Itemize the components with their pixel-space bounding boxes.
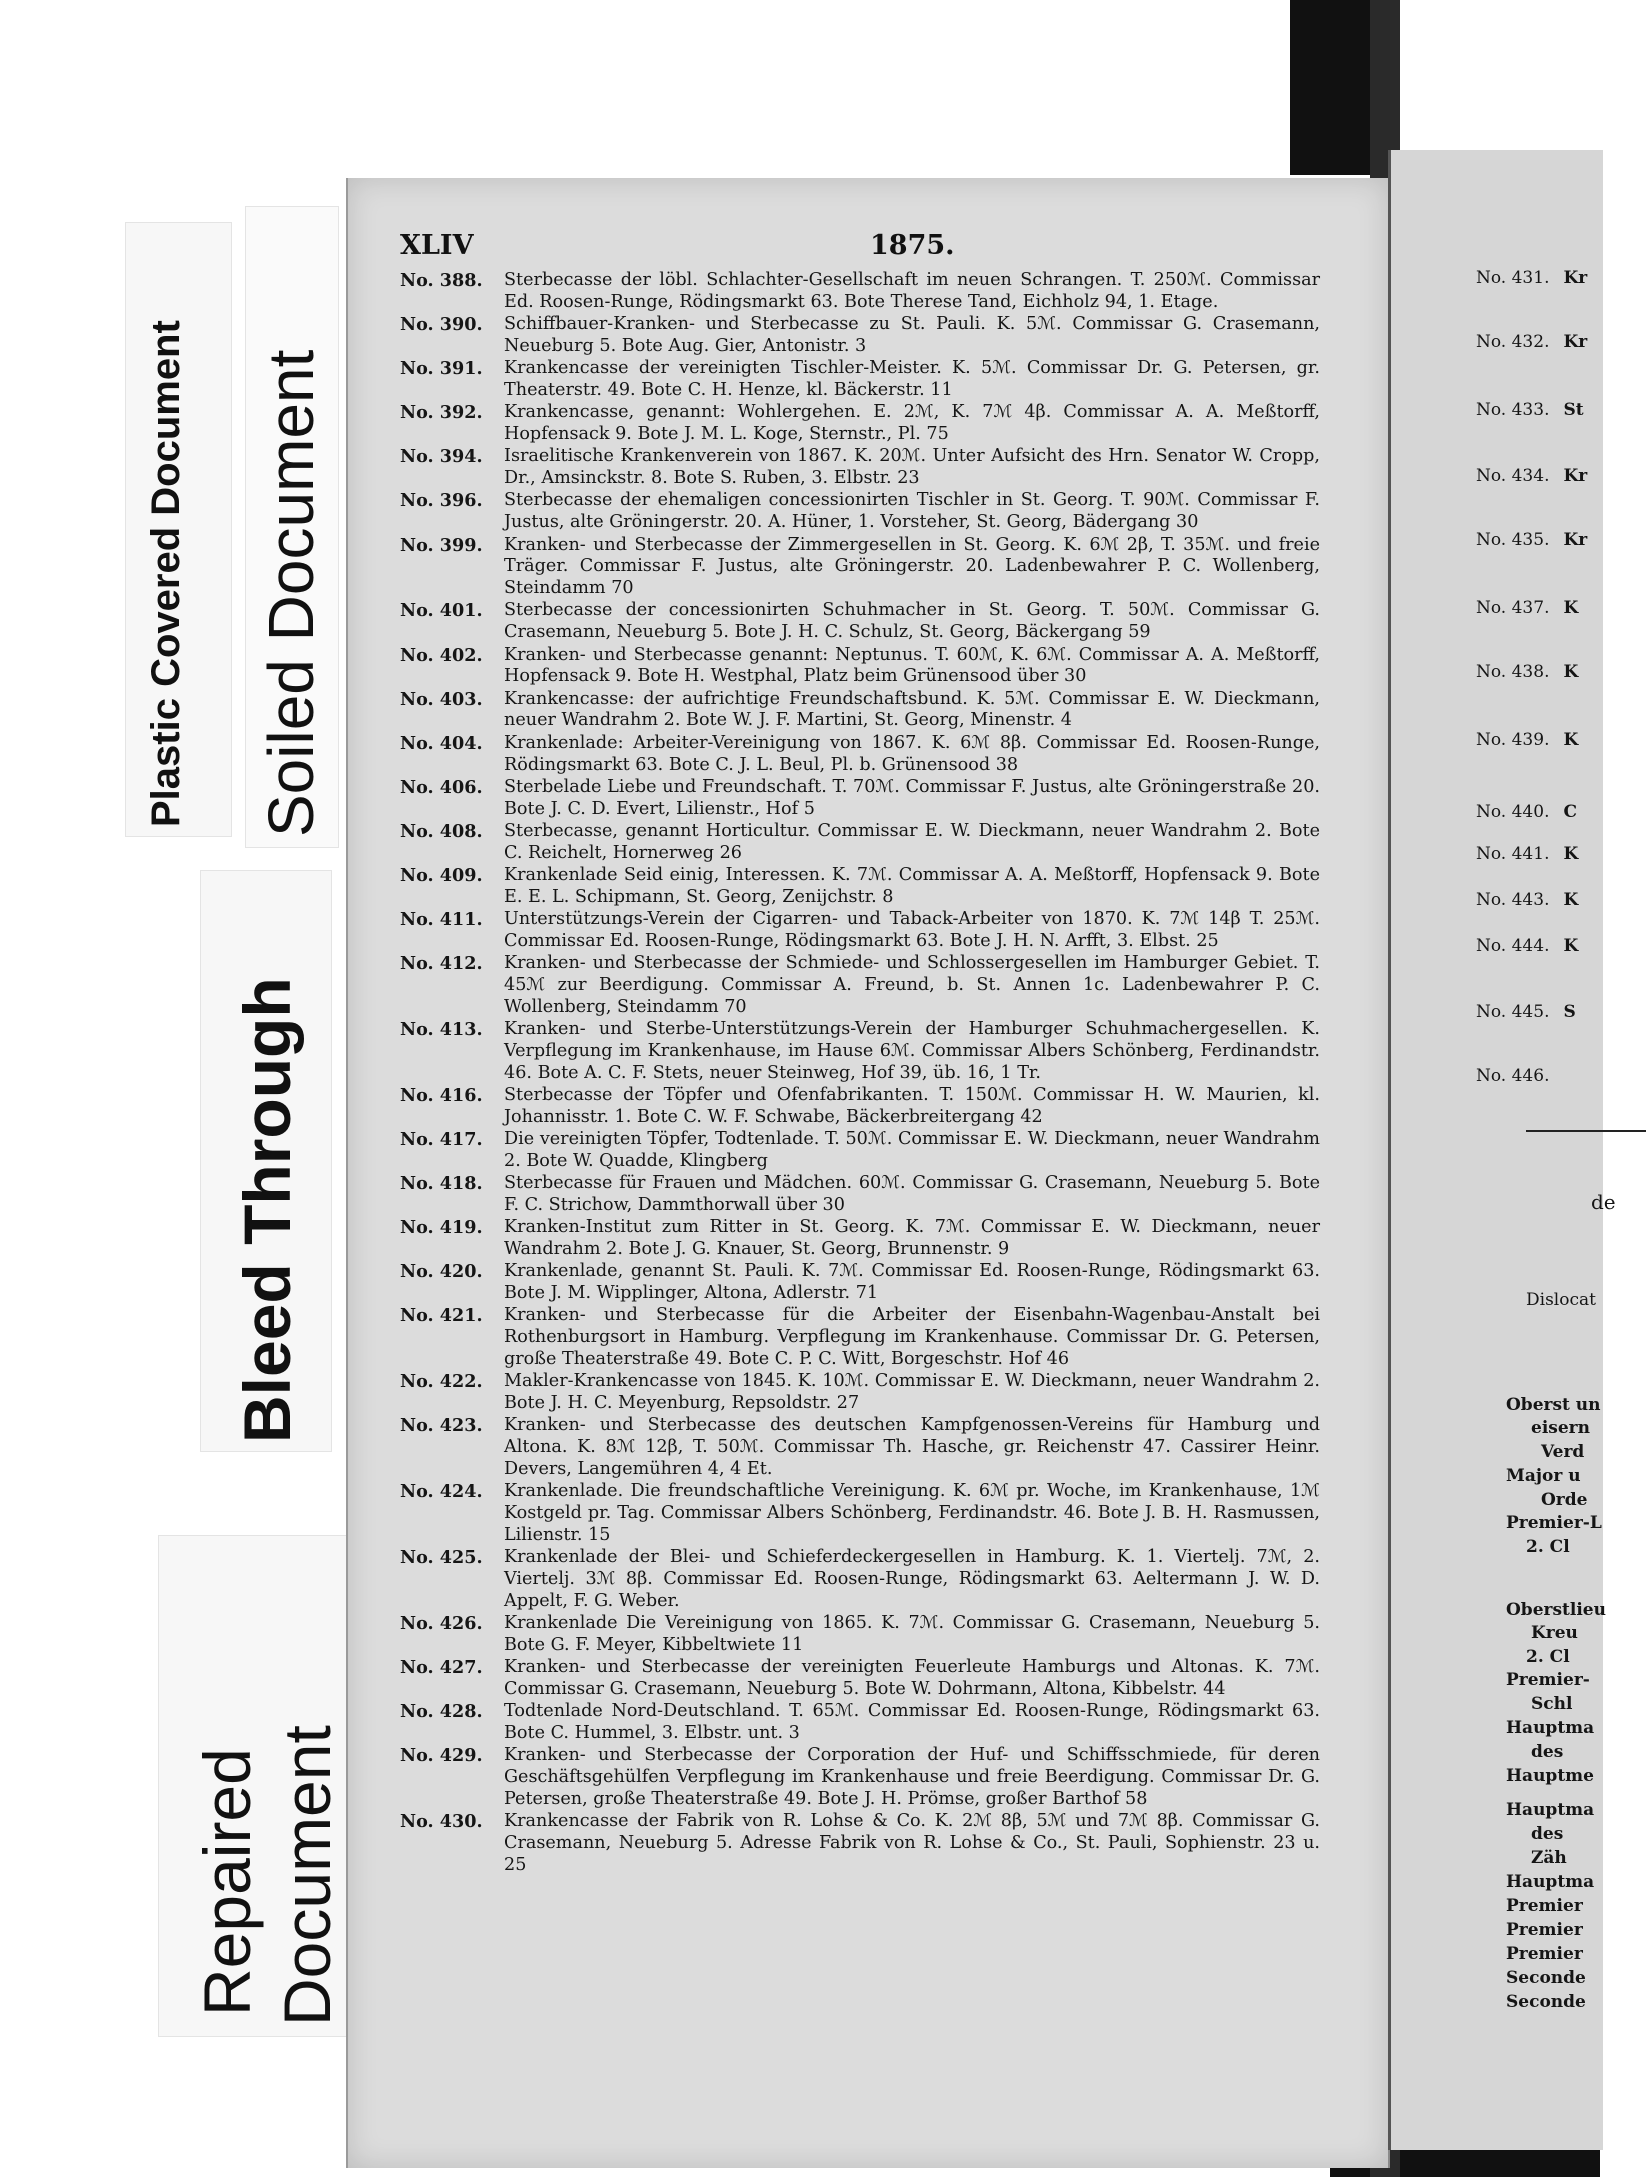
label-bleed-through: Bleed Through [230, 977, 304, 1443]
right-entry-fragment: K [1563, 890, 1579, 910]
entry-text: Sterbecasse der ehemaligen concessionirten Tischler in St. Georg. T. 90ℳ. Commissar F. Justus, alte Gröningerstr. 20. A. Hüner, 1. Vorsteher, St. Georg, Bädergang 30 [504, 490, 1320, 533]
register-entry [400, 865, 1320, 909]
entry-text: Krankenlade, genannt St. Pauli. K. 7ℳ. Commissar Ed. Roosen-Runge, Rödingsmarkt 63. Bote J. M. Wipplinger, Altona, Adlerstr. 71 [504, 1261, 1320, 1304]
right-entry-number [1476, 1002, 1576, 1022]
register-entry [400, 600, 1320, 644]
entry-number: No. 390. [400, 314, 483, 336]
right-table-line: Premier- [1506, 1670, 1590, 1690]
right-table-line: eisern [1531, 1418, 1590, 1438]
right-entry-no: No. 443. [1476, 890, 1550, 910]
register-entry [400, 1305, 1320, 1370]
entry-text: Sterbecasse der Töpfer und Ofenfabrikanten. T. 150ℳ. Commissar H. W. Maurien, kl. Johannisstr. 1. Bote C. W. F. Schwabe, Bäckerbreitergang 42 [504, 1084, 1320, 1127]
right-entry-no: No. 434. [1476, 466, 1550, 486]
entry-text: Krankenlade. Die freundschaftliche Vereinigung. K. 6ℳ pr. Woche, im Krankenhause, 1ℳ Kostgeld pr. Tag. Commissar Albers Schönberg, Ferdinandstr. 46. Bote J. B. H. Rasmussen, Lilienstr. 15 [504, 1481, 1320, 1545]
register-entry [400, 1481, 1320, 1546]
label-card-soiled [245, 206, 339, 848]
entry-list [400, 270, 1320, 1877]
right-subheading-fragment: Dislocat [1526, 1290, 1596, 1310]
right-table-line: Zäh [1531, 1848, 1567, 1868]
entry-number: No. 413. [400, 1019, 483, 1041]
register-entry [400, 1657, 1320, 1701]
right-entry-number [1476, 332, 1587, 352]
entry-text: Kranken- und Sterbe-Unterstützungs-Verein der Hamburger Schuhmachergesellen. K. Verpflegung im Krankenhause, im Hause 6ℳ. Commissar Albers Schönberg, Ferdinandstr. 46. Bote A. C. F. Stets, neuer Steinweg, Hof 39, üb. 16, 1 Tr. [504, 1019, 1320, 1083]
entry-text: Krankencasse der Fabrik von R. Lohse & Co. K. 2ℳ 8β, 5ℳ und 7ℳ 8β. Commissar G. Crasemann, Neueburg 5. Adresse Fabrik von R. Lohse & Co., St. Pauli, Sophienstr. 23 u. 25 [504, 1811, 1320, 1875]
right-table-line: des [1531, 1742, 1564, 1762]
register-entry [400, 1129, 1320, 1173]
entry-number: No. 411. [400, 909, 483, 931]
entry-text: Kranken- und Sterbecasse genannt: Neptunus. T. 60ℳ, K. 6ℳ. Commissar A. A. Meßtorff, Hopfensack 9. Bote H. Westphal, Platz beim Grünensood über 30 [504, 644, 1320, 687]
page-year: 1875. [870, 230, 955, 261]
right-entry-fragment: K [1563, 730, 1579, 750]
entry-text: Makler-Krankencasse von 1845. K. 10ℳ. Commissar E. W. Dieckmann, neuer Wandrahm 2. Bote J. H. C. Meyenburg, Repsoldstr. 27 [504, 1371, 1320, 1414]
entry-text: Krankencasse der vereinigten Tischler-Meister. K. 5ℳ. Commissar Dr. G. Petersen, gr. Theaterstr. 49. Bote C. H. Henze, kl. Bäckerstr. 11 [504, 358, 1320, 400]
register-entry [400, 1701, 1320, 1745]
entry-text: Kranken-Institut zum Ritter in St. Georg. K. 7ℳ. Commissar E. W. Dieckmann, neuer Wandrahm 2. Bote J. G. Knauer, St. Georg, Brunnenstr. 9 [504, 1217, 1320, 1260]
entry-number: No. 394. [400, 446, 483, 468]
register-entry [400, 1261, 1320, 1305]
entry-number: No. 404. [400, 732, 483, 754]
right-entry-number [1476, 268, 1587, 288]
right-entry-no: No. 439. [1476, 730, 1550, 750]
right-entry-number [1476, 400, 1584, 420]
page-number: XLIV [400, 230, 474, 261]
entry-number: No. 418. [400, 1173, 483, 1195]
right-entry-fragment: Kr [1563, 530, 1588, 550]
right-entry-number [1476, 844, 1578, 864]
right-table-line: Oberst un [1506, 1395, 1601, 1415]
entry-number: No. 424. [400, 1481, 483, 1503]
right-entry-no: No. 431. [1476, 268, 1550, 288]
register-entry [400, 645, 1320, 689]
entry-number: No. 425. [400, 1547, 483, 1569]
right-table-line: 2. Cl [1526, 1647, 1570, 1667]
right-entry-number [1476, 466, 1587, 486]
right-table-line: Seconde [1506, 1968, 1586, 1988]
entry-number: No. 399. [400, 534, 483, 556]
right-table-line: Kreu [1531, 1623, 1578, 1643]
entry-text: Kranken- und Sterbecasse der Zimmergesellen in St. Georg. K. 6ℳ 2β, T. 35ℳ. und freie Träger. Commissar F. Justus, alte Gröningerstr. 20. Ladenbewahrer P. C. Wollenberg, Steindamm 70 [504, 534, 1320, 599]
right-table-line: Oberstlieu [1506, 1600, 1606, 1620]
register-entry [400, 314, 1320, 358]
right-entry-fragment: K [1563, 936, 1579, 956]
register-entry [400, 821, 1320, 865]
right-entry-number [1476, 530, 1587, 550]
entry-number: No. 388. [400, 270, 483, 291]
right-entry-no: No. 432. [1476, 332, 1550, 352]
book-page [346, 178, 1390, 2168]
right-entry-no: No. 438. [1476, 662, 1550, 682]
entry-text: Krankenlade Seid einig, Interessen. K. 7ℳ. Commissar A. A. Meßtorff, Hopfensack 9. Bote E. E. L. Schipmann, St. Georg, Zenijchstr. 8 [504, 865, 1320, 907]
label-card-bleed [200, 870, 332, 1452]
register-entry [400, 446, 1320, 490]
right-entry-no: No. 433. [1476, 400, 1550, 420]
entry-number: No. 429. [400, 1745, 483, 1767]
entry-number: No. 419. [400, 1217, 483, 1239]
right-table-line: Premier [1506, 1944, 1583, 1964]
right-entry-number [1476, 936, 1578, 956]
register-entry [400, 953, 1320, 1018]
right-entry-fragment: K [1563, 844, 1579, 864]
right-table-line: Premier [1506, 1920, 1583, 1940]
right-table-line: Schl [1531, 1694, 1573, 1714]
right-entry-fragment: K [1563, 662, 1579, 682]
entry-number: No. 408. [400, 820, 483, 842]
right-entry-number [1476, 1066, 1563, 1086]
right-entry-fragment: Kr [1563, 268, 1588, 288]
right-table-line: Verd [1541, 1442, 1585, 1462]
entry-text: Schiffbauer-Kranken- und Sterbecasse zu St. Pauli. K. 5ℳ. Commissar G. Crasemann, Neueburg 5. Bote Aug. Gier, Antonistr. 3 [504, 314, 1320, 356]
register-entry [400, 909, 1320, 953]
entry-text: Sterbecasse der löbl. Schlachter-Gesellschaft im neuen Schrangen. T. 250ℳ. Commissar Ed. Roosen-Runge, Rödingsmarkt 63. Bote Therese Tand, Eichholz 94, 1. Etage. [504, 270, 1320, 312]
register-entry [400, 1811, 1320, 1876]
right-entry-fragment: K [1563, 598, 1579, 618]
right-entry-fragment: S [1563, 1002, 1576, 1022]
entry-text: Todtenlade Nord-Deutschland. T. 65ℳ. Commissar Ed. Roosen-Runge, Rödingsmarkt 63. Bote C. Hummel, 3. Elbstr. unt. 3 [504, 1701, 1320, 1744]
entry-text: Krankenlade der Blei- und Schieferdeckergesellen in Hamburg. K. 1. Viertelj. 7ℳ, 2. Viertelj. 3ℳ 8β. Commissar Ed. Roosen-Runge, Rödingsmarkt 63. Aeltermann J. W. D. Appelt, F. G. Weber. [504, 1547, 1320, 1611]
entry-number: No. 409. [400, 865, 483, 887]
right-table-line: 2. Cl [1526, 1537, 1570, 1557]
entry-number: No. 391. [400, 358, 483, 380]
register-entry [400, 1613, 1320, 1657]
register-entry [400, 535, 1320, 600]
label-soiled: Soiled Document [255, 349, 327, 837]
register-entry [400, 1371, 1320, 1415]
right-entry-no: No. 445. [1476, 1002, 1550, 1022]
label-document: Document [270, 1725, 344, 2026]
right-entry-no: No. 446. [1476, 1066, 1550, 1086]
entry-text: Kranken- und Sterbecasse für die Arbeiter der Eisenbahn-Wagenbau-Anstalt bei Rothenburgsort in Hamburg. Verpflegung im Krankenhause. Commissar Dr. G. Petersen, große Theaterstraße 49. Bote C. P. C. Witt, Borgeschstr. Hof 46 [504, 1305, 1320, 1370]
entry-number: No. 406. [400, 776, 483, 798]
register-entry [400, 1547, 1320, 1612]
entry-number: No. 403. [400, 688, 483, 710]
entry-number: No. 428. [400, 1701, 483, 1723]
right-entry-fragment: Kr [1563, 332, 1588, 352]
entry-number: No. 392. [400, 402, 483, 424]
right-entry-no: No. 444. [1476, 936, 1550, 956]
right-table-line: Hauptma [1506, 1718, 1595, 1738]
right-entry-no: No. 440. [1476, 802, 1550, 822]
register-entry [400, 689, 1320, 733]
entry-text: Die vereinigten Töpfer, Todtenlade. T. 50ℳ. Commissar E. W. Dieckmann, neuer Wandrahm 2. Bote W. Quadde, Klingberg [504, 1129, 1320, 1171]
right-table-line: Seconde [1506, 1992, 1586, 2012]
entry-text: Unterstützungs-Verein der Cigarren- und Taback-Arbeiter von 1870. K. 7ℳ 14β T. 25ℳ. Commissar Ed. Roosen-Runge, Rödingsmarkt 63. Bote J. H. N. Arfft, 3. Elbst. 25 [504, 909, 1320, 951]
entry-text: Kranken- und Sterbecasse der Schmiede- und Schlossergesellen im Hamburger Gebiet. T. 45ℳ zur Beerdigung. Commissar A. Freund, b. St. Annen 1c. Ladenbewahrer P. C. Wollenberg, Steindamm 70 [504, 953, 1320, 1017]
right-entry-number [1476, 662, 1578, 682]
register-entry [400, 358, 1320, 402]
entry-number: No. 396. [400, 490, 483, 512]
entry-text: Israelitische Krankenverein von 1867. K. 20ℳ. Unter Aufsicht des Hrn. Senator W. Cropp, Dr., Amsinckstr. 8. Bote S. Ruben, 3. Elbstr. 23 [504, 446, 1320, 489]
entry-number: No. 401. [400, 600, 483, 622]
entry-text: Krankencasse, genannt: Wohlergehen. E. 2ℳ, K. 7ℳ 4β. Commissar A. A. Meßtorff, Hopfensack 9. Bote J. M. L. Koge, Sternstr., Pl. 75 [504, 402, 1320, 445]
entry-number: No. 421. [400, 1305, 483, 1327]
right-table-line: Major u [1506, 1466, 1581, 1486]
right-table-line: des [1531, 1824, 1564, 1844]
label-card-repaired [158, 1535, 360, 2037]
entry-number: No. 430. [400, 1811, 483, 1833]
register-entry [400, 1173, 1320, 1217]
label-card-plastic [125, 222, 232, 837]
right-entry-number [1476, 890, 1578, 910]
right-entry-no: No. 441. [1476, 844, 1550, 864]
right-entry-number [1476, 802, 1577, 822]
right-entry-fragment: St [1563, 400, 1584, 420]
entry-number: No. 420. [400, 1261, 483, 1283]
entry-text: Kranken- und Sterbecasse der vereinigten Feuerleute Hamburgs und Altonas. K. 7ℳ. Commissar G. Crasemann, Neueburg 5. Bote W. Dohrmann, Altona, Kibbelstr. 44 [504, 1657, 1320, 1699]
section-rule [1526, 1130, 1646, 1132]
register-entry [400, 490, 1320, 534]
entry-number: No. 426. [400, 1613, 483, 1635]
right-table-line: Hauptme [1506, 1766, 1594, 1786]
entry-number: No. 402. [400, 644, 483, 666]
label-repaired: Repaired [190, 1748, 264, 2016]
register-entry [400, 1415, 1320, 1480]
page-header [400, 230, 1300, 260]
right-table-line: Hauptma [1506, 1872, 1595, 1892]
right-entry-no: No. 435. [1476, 530, 1550, 550]
right-entry-no: No. 437. [1476, 598, 1550, 618]
entry-text: Sterbecasse, genannt Horticultur. Commissar E. W. Dieckmann, neuer Wandrahm 2. Bote C. Reichelt, Hornerweg 26 [504, 820, 1320, 863]
right-entry-number [1476, 730, 1578, 750]
label-plastic-covered: Plastic Covered Document [144, 320, 188, 827]
right-heading-fragment: de [1591, 1190, 1616, 1214]
entry-number: No. 416. [400, 1084, 483, 1106]
right-entry-fragment: C [1563, 802, 1578, 822]
right-entry-fragment: Kr [1563, 466, 1588, 486]
right-page-fragment [1388, 150, 1616, 2150]
entry-text: Kranken- und Sterbecasse der Corporation der Huf- und Schiffsschmiede, für deren Geschäftsgehülfen Verpflegung im Krankenhause und freie Beerdigung. Commissar Dr. G. Petersen, große Theaterstraße 49. Bote J. H. Prömse, großer Barthof 58 [504, 1745, 1320, 1809]
entry-text: Kranken- und Sterbecasse des deutschen Kampfgenossen-Vereins für Hamburg und Altona. K. 8ℳ 12β, T. 50ℳ. Commissar Th. Hasche, gr. Reichenstr 47. Cassirer Heinr. Devers, Langemühren 4, 4 Et. [504, 1415, 1320, 1480]
register-entry [400, 777, 1320, 821]
right-table-line: Premier-L [1506, 1513, 1602, 1533]
register-entry [400, 1217, 1320, 1261]
right-entry-number [1476, 598, 1578, 618]
register-entry [400, 733, 1320, 777]
entry-text: Krankencasse: der aufrichtige Freundschaftsbund. K. 5ℳ. Commissar E. W. Dieckmann, neuer Wandrahm 2. Bote W. J. F. Martini, St. Georg, Minenstr. 4 [504, 688, 1320, 731]
entry-number: No. 417. [400, 1129, 483, 1151]
entry-number: No. 427. [400, 1657, 483, 1679]
right-table-line: Premier [1506, 1896, 1583, 1916]
register-entry [400, 402, 1320, 446]
entry-number: No. 412. [400, 953, 483, 975]
entry-text: Sterbelade Liebe und Freundschaft. T. 70ℳ. Commissar F. Justus, alte Gröningerstraße 20. Bote J. C. D. Evert, Lilienstr., Hof 5 [504, 776, 1320, 819]
entry-text: Sterbecasse für Frauen und Mädchen. 60ℳ. Commissar G. Crasemann, Neueburg 5. Bote F. C. Strichow, Dammthorwall über 30 [504, 1173, 1320, 1215]
entry-number: No. 423. [400, 1415, 483, 1437]
entry-text: Krankenlade Die Vereinigung von 1865. K. 7ℳ. Commissar G. Crasemann, Neueburg 5. Bote G. F. Meyer, Kibbeltwiete 11 [504, 1613, 1320, 1655]
register-entry [400, 1085, 1320, 1129]
entry-number: No. 422. [400, 1371, 483, 1393]
entry-text: Krankenlade: Arbeiter-Vereinigung von 1867. K. 6ℳ 8β. Commissar Ed. Roosen-Runge, Rödingsmarkt 63. Bote C. J. L. Beul, Pl. b. Grünensood 38 [504, 732, 1320, 775]
entry-text: Sterbecasse der concessionirten Schuhmacher in St. Georg. T. 50ℳ. Commissar G. Crasemann, Neueburg 5. Bote J. H. C. Schulz, St. Georg, Bäckergang 59 [504, 600, 1320, 643]
right-table-line: Orde [1541, 1490, 1588, 1510]
register-entry [400, 1745, 1320, 1810]
right-table-line: Hauptma [1506, 1800, 1595, 1820]
register-entry [400, 270, 1320, 314]
register-entry [400, 1019, 1320, 1084]
